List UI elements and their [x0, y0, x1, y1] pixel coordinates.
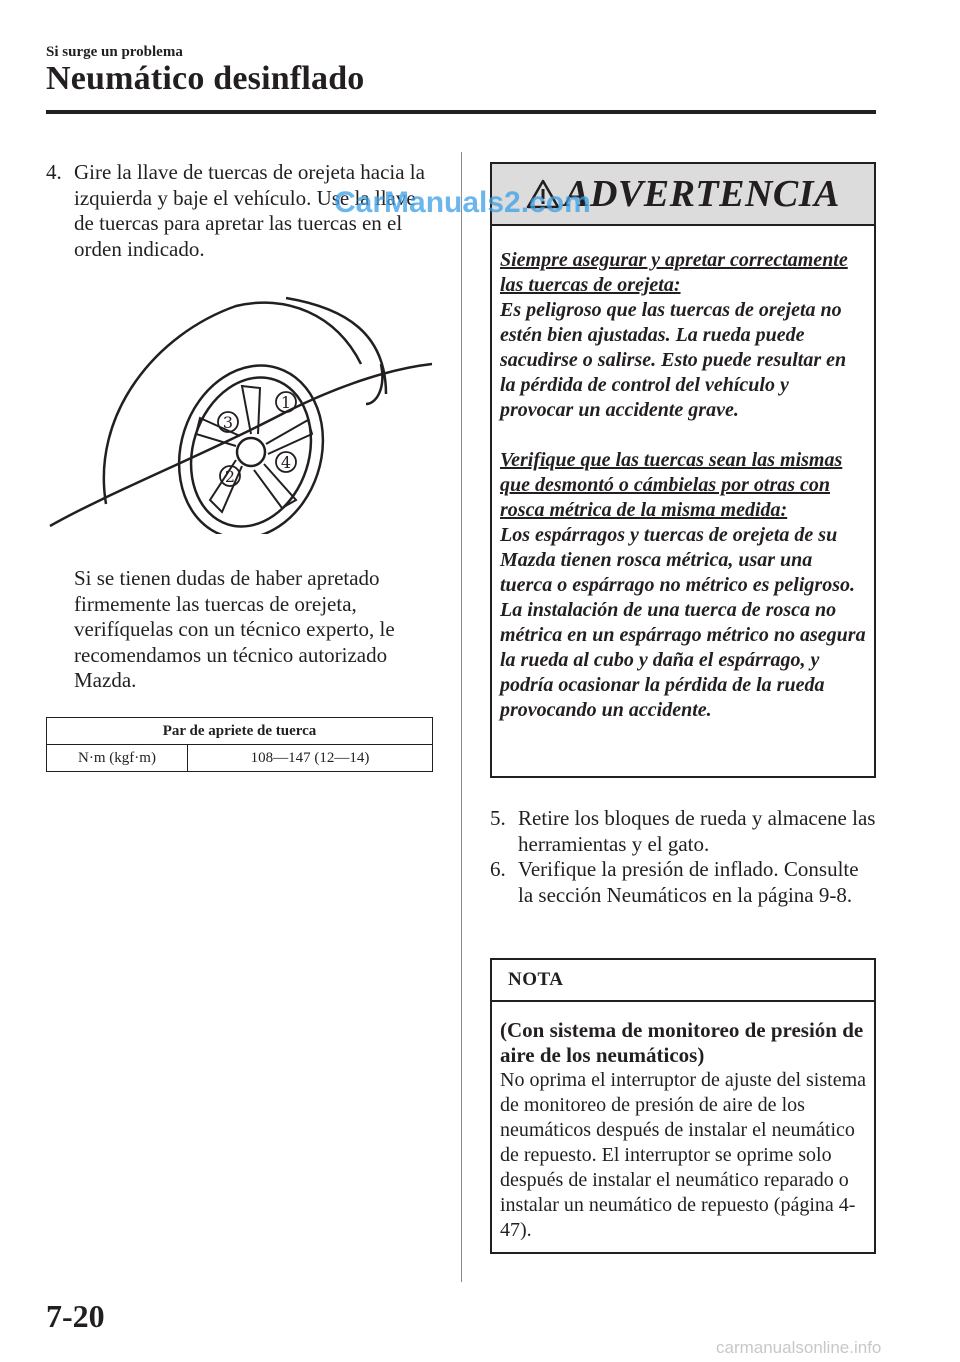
svg-text:1: 1	[280, 393, 292, 412]
watermark: CarManuals2.com	[334, 186, 591, 219]
warning-box	[490, 162, 876, 778]
hub-center	[237, 438, 265, 466]
note-title: NOTA	[492, 960, 874, 1002]
warning-text-2: Los espárragos y tuercas de orejeta de su Mazda tienen rosca métrica, usar una tuerca o espárrago no métrico es peligroso. La instalación de una tuerca de rosca no métrica en un espárrago métrico no asegura la rueda al cubo y daña el espárrago, y podría ocasionar la pérdida de la rueda provocando un accidente.	[500, 524, 866, 721]
torque-table-wrapper	[46, 717, 433, 772]
nut-marker-3	[218, 412, 238, 432]
section-label: Si surge un problema	[46, 44, 183, 60]
fender-edge	[366, 364, 382, 404]
wheel-nut-order-illustration	[46, 294, 436, 534]
steps-5-6	[490, 806, 878, 908]
svg-text:2: 2	[224, 467, 236, 486]
warning-text-1: Es peligroso que las tuercas de orejeta no estén bien ajustadas. La rueda puede sacudirse o salirse. Esto puede resultar en la pérdida de control del vehículo y provocar un accidente grave.	[500, 299, 847, 421]
svg-text:4: 4	[280, 453, 292, 472]
nut-marker-4	[276, 452, 296, 472]
note-box	[490, 958, 876, 1254]
torque-value-cell: 108—147 (12—14)	[188, 745, 433, 772]
warning-title: ADVERTENCIA	[564, 173, 840, 215]
warning-heading-1: Siempre asegurar y apretar correctamente las tuercas de orejeta:	[500, 249, 848, 296]
note-body	[492, 1002, 874, 1243]
torque-table-header: Par de apriete de tuerca	[47, 718, 433, 745]
warning-heading-2: Verifique que las tuercas sean las mismas que desmontó o cámbielas por otras con rosca métrica de la misma medida:	[500, 449, 843, 521]
verify-paragraph: Si se tienen dudas de haber apretado firmemente las tuercas de orejeta, verifíquelas con un técnico experto, le recomendamos un técnico autorizado Mazda.	[74, 566, 395, 692]
note-heading: (Con sistema de monitoreo de presión de aire de los neumáticos)	[500, 1018, 864, 1067]
page-number: 7-20	[46, 1298, 105, 1334]
column-divider	[461, 152, 462, 1282]
step-text: Gire la llave de tuercas de orejeta hacia la izquierda y baje el vehículo. Use la llave de tuercas para apretar las tuercas en el orden indicado.	[74, 160, 425, 261]
step-number: 4.	[46, 160, 62, 184]
fender-arch	[286, 298, 386, 394]
rim-outer	[157, 347, 345, 534]
step-text: Verifique la presión de inflado. Consulte la sección Neumáticos en la página 9-8.	[518, 857, 859, 907]
step-6	[490, 857, 878, 908]
step-number: 6.	[490, 857, 506, 881]
torque-table	[46, 717, 433, 772]
warning-body	[492, 226, 874, 723]
note-text: No oprima el interruptor de ajuste del sistema de monitoreo de presión de aire de los neumáticos después de instalar el neumático de repuesto. El interruptor se oprime solo después de instalar el neumático reparado o instalar un neumático de repuesto (página 4-47).	[500, 1069, 867, 1241]
torque-unit-cell: N·m (kgf·m)	[47, 745, 188, 772]
title-rule	[46, 110, 876, 114]
step-number: 5.	[490, 806, 506, 830]
step-text: Retire los bloques de rueda y almacene las herramientas y el gato.	[518, 806, 876, 856]
footer-site-watermark: carmanualsonline.info	[716, 1338, 882, 1357]
page-title: Neumático desinflado	[46, 60, 365, 97]
nut-marker-1	[276, 392, 296, 412]
step-5	[490, 806, 878, 857]
svg-text:3: 3	[222, 413, 234, 432]
